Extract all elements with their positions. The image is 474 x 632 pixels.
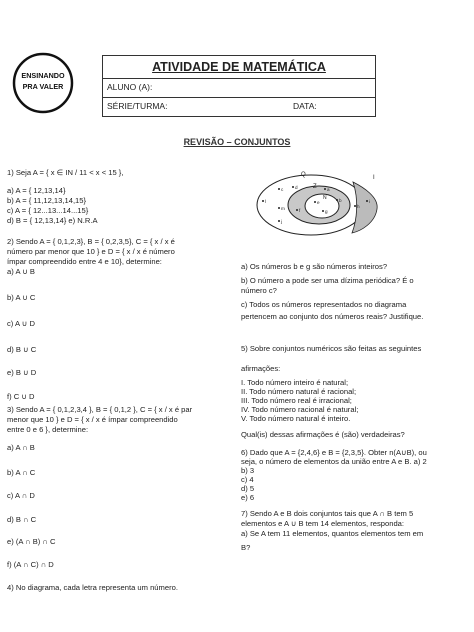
logo-line1: ENSINANDO xyxy=(21,71,65,80)
q5-stem-line: 5) Sobre conjuntos numéricos são feitas as seguintes xyxy=(241,344,422,353)
q4-item: número c? xyxy=(241,286,277,295)
point-f: f xyxy=(299,208,301,213)
logo-badge-icon xyxy=(12,52,74,114)
point-h: h xyxy=(357,204,360,209)
set-n-ellipse xyxy=(305,194,339,218)
q3-item: a) A ∩ B xyxy=(7,443,35,452)
q2-item: d) B ∪ C xyxy=(7,345,37,354)
header-title-box xyxy=(102,55,376,79)
q2-item: a) A ∪ B xyxy=(7,267,35,276)
q4-item: pertencem ao conjunto dos números reais? Justifique. xyxy=(241,312,424,321)
serie-label: SÉRIE/TURMA: xyxy=(107,101,168,111)
q6-option: e) 6 xyxy=(241,493,255,502)
q5-question: Qual(is) dessas afirmações é (são) verdadeiras? xyxy=(241,430,405,439)
point-e: e xyxy=(317,200,320,205)
q2-stem-line: ímpar compreendido entre 4 e 10}, determine: xyxy=(7,257,162,266)
venn-diagram xyxy=(249,165,399,245)
q1-option: a) A = { 12,13,14} xyxy=(7,186,66,195)
page-title: ATIVIDADE DE MATEMÁTICA xyxy=(152,60,326,74)
q3-item: c) A ∩ D xyxy=(7,491,35,500)
q2-item: c) A ∪ D xyxy=(7,319,35,328)
q5-statement: II. Todo número natural é racional; xyxy=(241,387,357,396)
point-j: j xyxy=(281,219,283,224)
q5-statement: I. Todo número inteiro é natural; xyxy=(241,378,349,387)
q1-option: d) B = { 12,13,14} e) N.R.A xyxy=(7,216,98,225)
q7-stem-line: a) Se A tem 11 elementos, quantos elementos tem em xyxy=(241,529,424,538)
label-z: Z xyxy=(313,184,317,190)
header-serie-row xyxy=(102,97,376,117)
section-title: REVISÃO – CONJUNTOS xyxy=(183,137,291,147)
point-g: g xyxy=(325,209,328,214)
q6-option: c) 4 xyxy=(241,475,254,484)
q4-stem: 4) No diagrama, cada letra representa um número. xyxy=(7,583,178,592)
q5-statement: III. Todo número real é irracional; xyxy=(241,396,352,405)
point-i: i xyxy=(369,199,371,204)
point-c: c xyxy=(281,187,284,192)
aluno-label: ALUNO (A): xyxy=(107,82,153,92)
q3-item: e) (A ∩ B) ∩ C xyxy=(7,537,56,546)
data-label: DATA: xyxy=(293,101,317,111)
label-n: N xyxy=(323,195,327,201)
q6-option: d) 5 xyxy=(241,484,255,493)
q1-option: c) A = { 12...13...14...15} xyxy=(7,206,89,215)
q6-stem-line: 6) Dado que A = {2,4,6} e B = {2,3,5}. Obter n(A∪B), ou xyxy=(241,448,427,457)
q4-item: c) Todos os números representados no diagrama xyxy=(241,300,407,309)
q4-item: a) Os números b e g são números inteiros? xyxy=(241,262,388,271)
q2-item: e) B ∪ D xyxy=(7,368,37,377)
q2-item: b) A ∪ C xyxy=(7,293,36,302)
q7-stem-line: 7) Sendo A e B dois conjuntos tais que A ∩ B tem 5 xyxy=(241,509,414,518)
q6-stem-line: seja, o número de elementos da união entre A e B. a) 2 xyxy=(241,457,427,466)
q7-stem-line: B? xyxy=(241,543,251,552)
label-i: I xyxy=(373,175,375,181)
point-b: b xyxy=(339,198,342,203)
q5-statement: V. Todo número natural é inteiro. xyxy=(241,414,351,423)
header-aluno-row xyxy=(102,78,376,98)
point-d: d xyxy=(295,185,298,190)
logo xyxy=(12,52,74,114)
q4-item: b) O número a pode ser uma dízima periódica? É o xyxy=(241,276,414,285)
q5-statement: IV. Todo número racional é natural; xyxy=(241,405,359,414)
q5-stem-line: afirmações: xyxy=(241,364,281,373)
point-a: a xyxy=(327,187,330,192)
number-sets-diagram xyxy=(249,165,399,245)
q3-item: f) (A ∩ C) ∩ D xyxy=(7,560,54,569)
q3-stem-line: menor que 10 } e D = { x / x é ímpar compreendido xyxy=(7,415,178,424)
q6-option: b) 3 xyxy=(241,466,255,475)
point-m: m xyxy=(281,206,285,211)
logo-line2: PRA VALER xyxy=(22,82,64,91)
q2-item: f) C ∪ D xyxy=(7,392,35,401)
q2-stem-line: número par menor que 10 } e D = { x / x é número xyxy=(7,247,175,256)
q3-item: d) B ∩ C xyxy=(7,515,37,524)
point-l: l xyxy=(265,199,267,204)
q3-stem-line: entre 0 e 6 }, determine: xyxy=(7,425,89,434)
label-q: Q xyxy=(301,172,306,178)
q3-stem-line: 3) Sendo A = { 0,1,2,3,4 }, B = { 0,1,2 }, C = { x / x é par xyxy=(7,405,193,414)
q7-stem-line: elementos e A ∪ B tem 14 elementos, responda: xyxy=(241,519,405,528)
q1-stem: 1) Seja A = { x ∈ IN / 11 < x < 15 }, xyxy=(7,168,124,177)
q2-stem-line: 2) Sendo A = { 0,1,2,3}, B = { 0,2,3,5}, C = { x / x é xyxy=(7,237,175,246)
q3-item: b) A ∩ C xyxy=(7,468,36,477)
q1-option: b) A = { 11,12,13,14,15} xyxy=(7,196,87,205)
